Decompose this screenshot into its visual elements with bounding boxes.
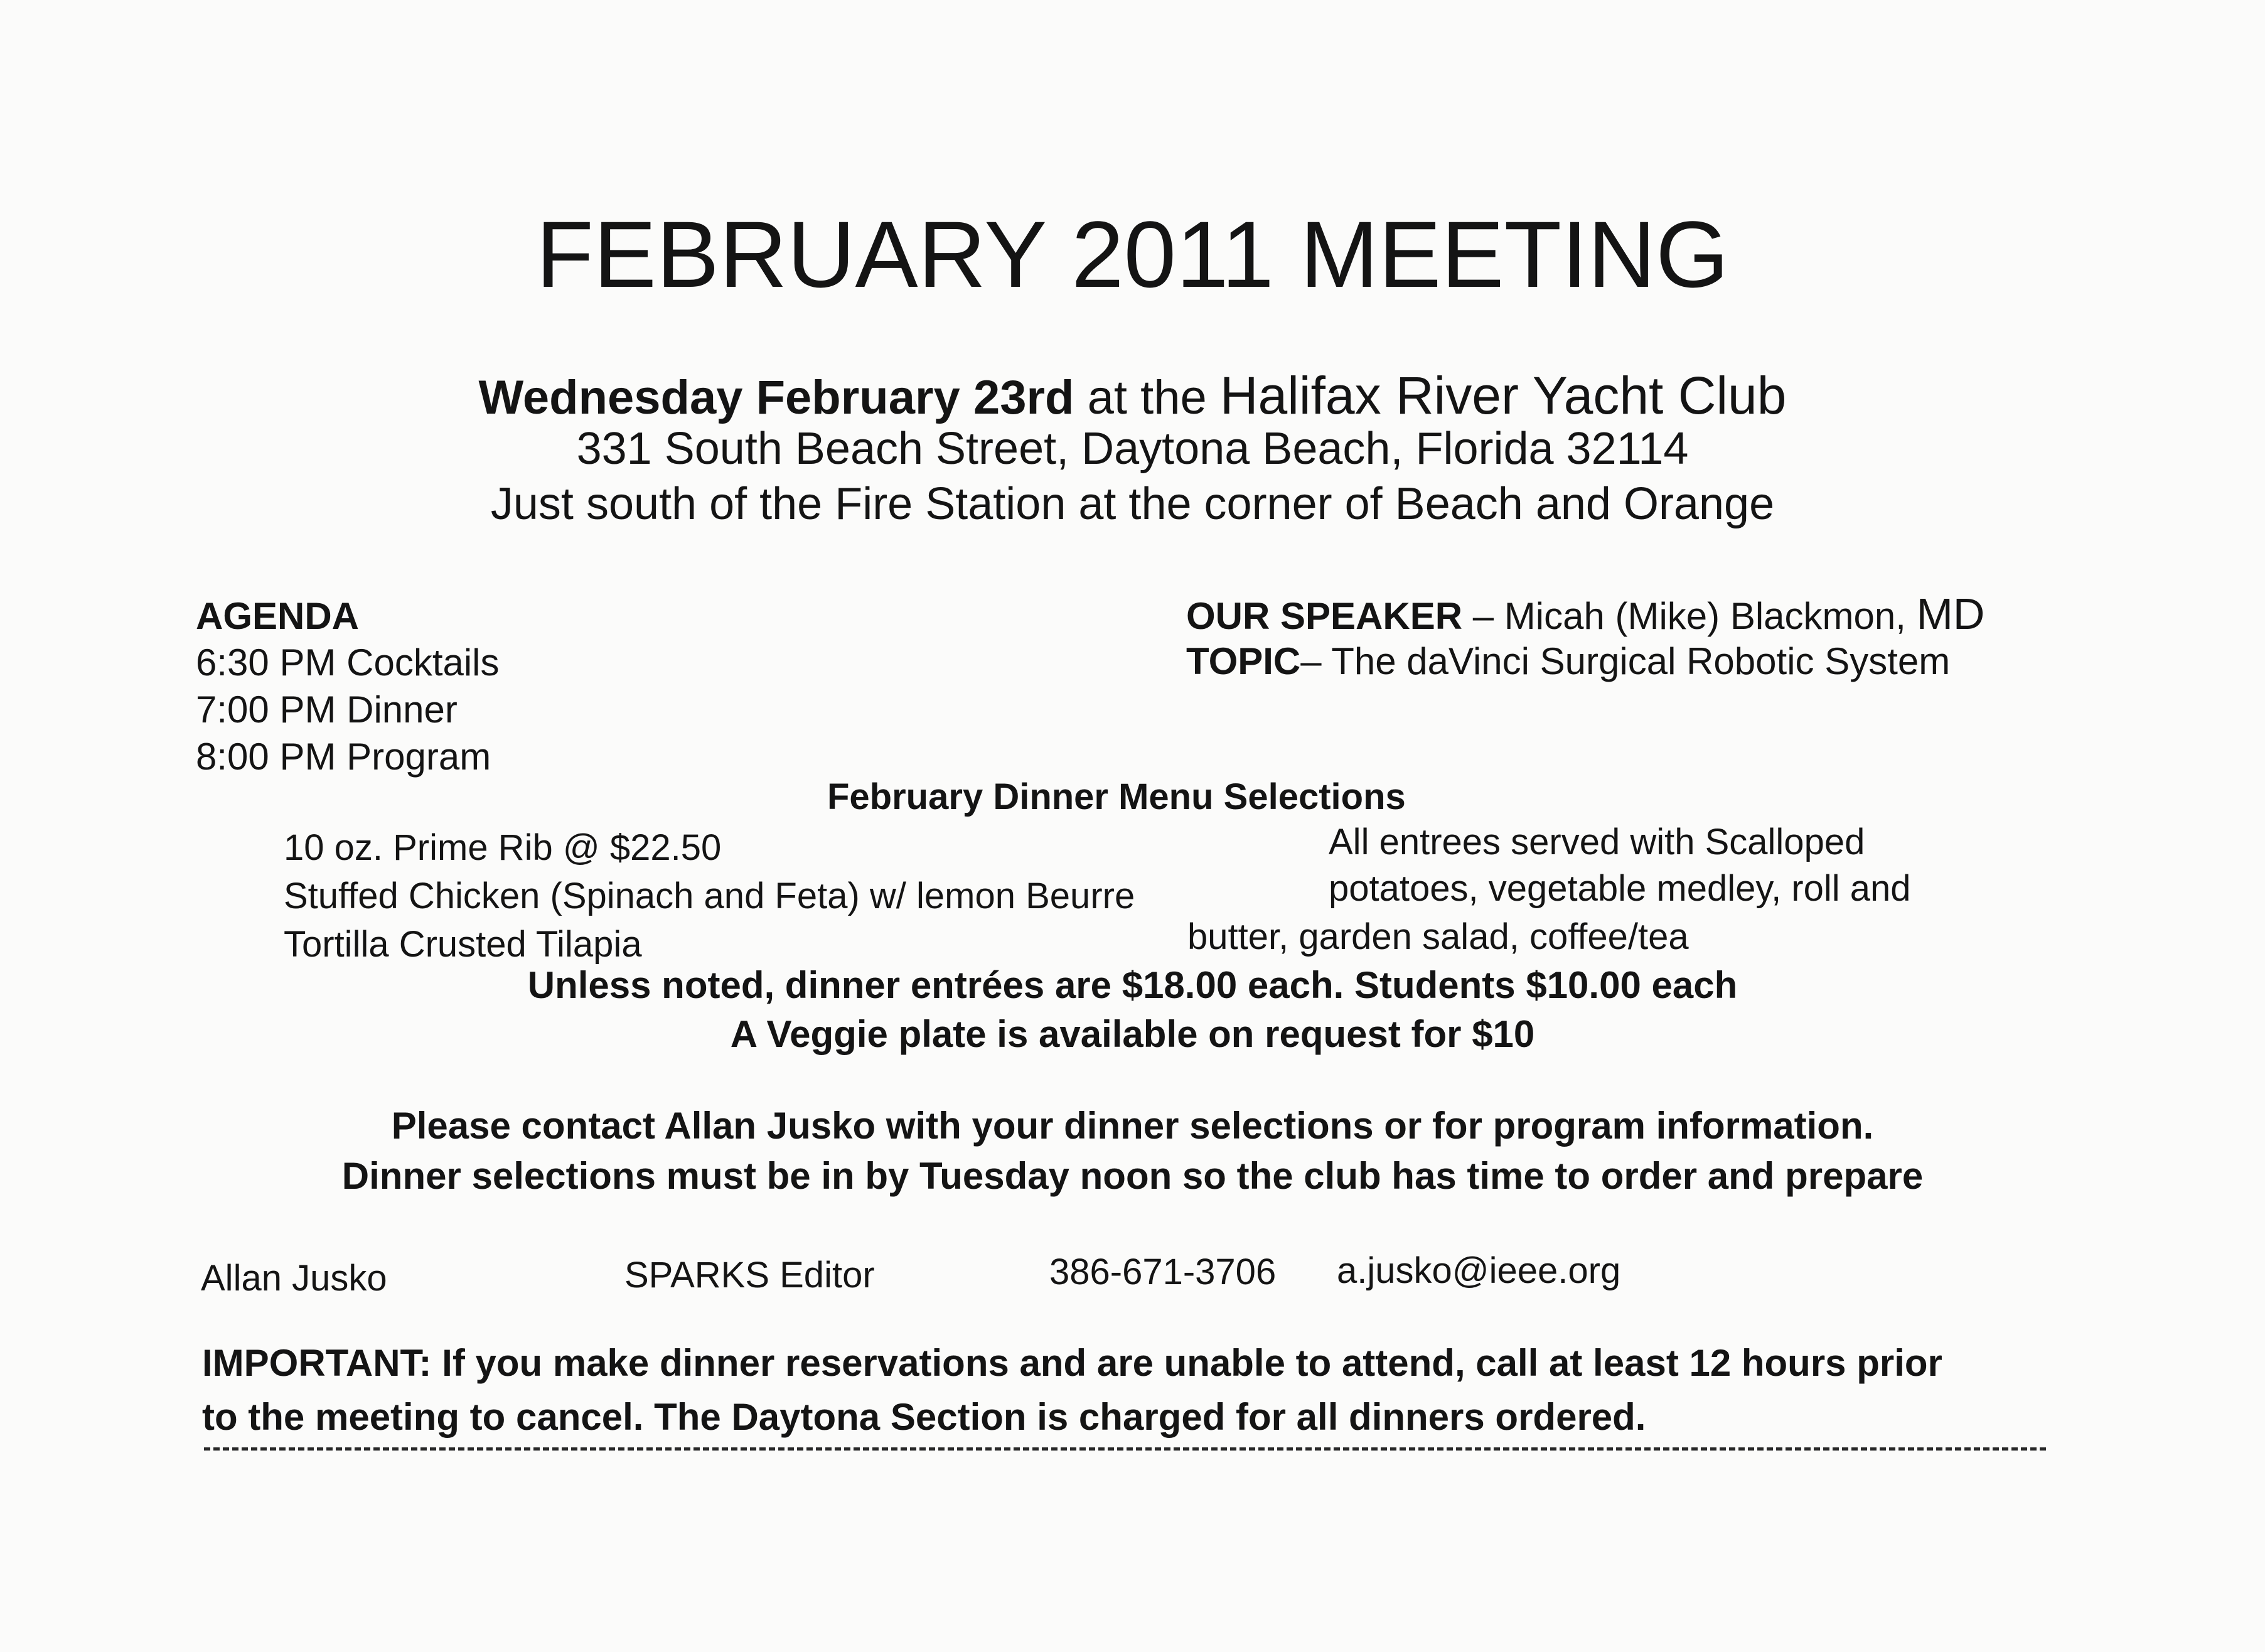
topic-line [1186, 639, 1950, 684]
contact-deadline: Dinner selections must be in by Tuesday noon so the club has time to order and prepare [341, 1155, 1924, 1197]
menu-sides-line: All entrees served with Scalloped [1329, 822, 1865, 862]
meeting-date: Wednesday February 23rd [478, 371, 1074, 424]
speaker-dash: – [1472, 595, 1494, 637]
page-title: FEBRUARY 2011 MEETING [536, 201, 1729, 307]
speaker-suffix: MD [1916, 589, 1985, 638]
meeting-date-venue [0, 367, 2265, 426]
topic-dash: – [1300, 640, 1322, 682]
contact-phone: 386-671-3706 [1049, 1252, 1277, 1292]
contact-instructions: Please contact Allan Jusko with your dinner selections or for program information. [391, 1105, 1874, 1147]
menu-veggie: A Veggie plate is available on request for $10 [730, 1013, 1535, 1055]
menu-heading: February Dinner Menu Selections [827, 776, 1406, 817]
menu-item: Stuffed Chicken (Spinach and Feta) w/ lemon Beurre [284, 876, 1135, 916]
agenda-item: 8:00 PM Program [196, 736, 491, 778]
contact-email: a.jusko@ieee.org [1337, 1250, 1621, 1291]
speaker-line [1186, 591, 1984, 639]
menu-item: Tortilla Crusted Tilapia [284, 924, 642, 965]
menu-sides-line: potatoes, vegetable medley, roll and [1329, 868, 1911, 909]
meeting-at-the: at the [1087, 371, 1207, 424]
topic-text: The daVinci Surgical Robotic System [1331, 640, 1951, 682]
speaker-label: OUR SPEAKER [1186, 595, 1463, 637]
important-notice-cont: to the meeting to cancel. The Daytona Section is charged for all dinners ordered. [202, 1396, 1646, 1438]
agenda-item: 6:30 PM Cocktails [196, 641, 500, 684]
dashed-divider [204, 1447, 2046, 1451]
menu-pricing: Unless noted, dinner entrées are $18.00 each. Students $10.00 each [527, 964, 1738, 1006]
important-notice: IMPORTANT: If you make dinner reservations and are unable to attend, call at least 12 hours prior [202, 1342, 1942, 1384]
meeting-address: 331 South Beach Street, Daytona Beach, Florida 32114 [576, 424, 1689, 474]
meeting-venue: Halifax River Yacht Club [1219, 366, 1787, 425]
menu-item: 10 oz. Prime Rib @ $22.50 [284, 827, 722, 868]
contact-role: SPARKS Editor [624, 1255, 875, 1295]
contact-name: Allan Jusko [201, 1258, 387, 1299]
agenda-item: 7:00 PM Dinner [196, 689, 458, 731]
menu-sides-line: butter, garden salad, coffee/tea [1187, 916, 1689, 957]
topic-label: TOPIC [1186, 640, 1301, 682]
meeting-directions: Just south of the Fire Station at the corner of Beach and Orange [490, 479, 1775, 529]
speaker-name: Micah (Mike) Blackmon, [1504, 595, 1906, 637]
agenda-heading: AGENDA [196, 595, 360, 637]
